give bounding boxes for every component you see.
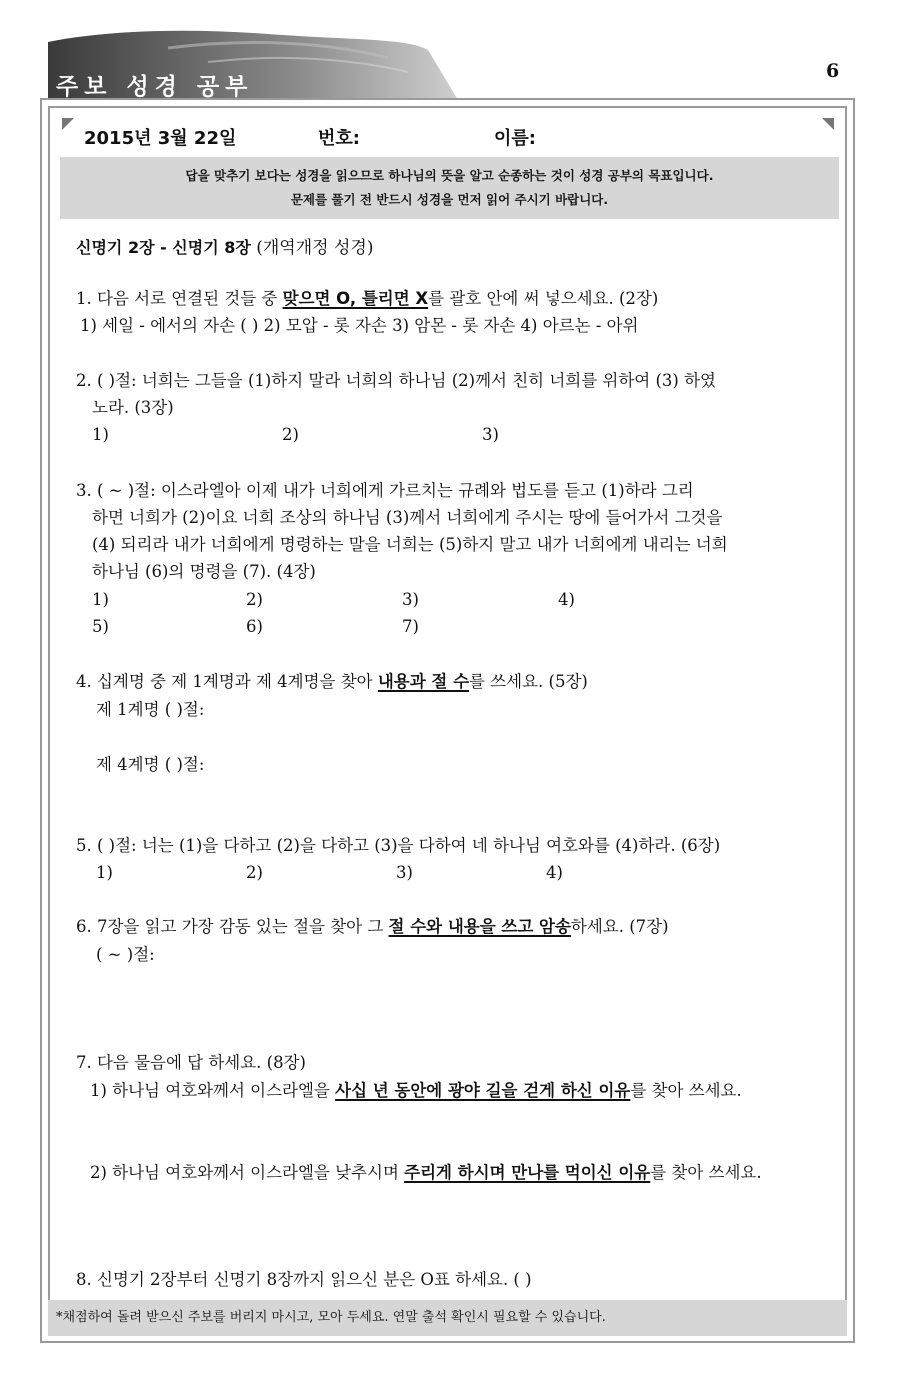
question-4-text-end: 를 쓰세요. (5장)	[469, 672, 588, 691]
question-7-sub-2-text: 2) 하나님 여호와께서 이스라엘을 낮추시며	[90, 1163, 405, 1182]
number-label: 번호:	[318, 128, 360, 149]
page-number: 6	[826, 60, 840, 82]
corner-ornament-left	[62, 118, 74, 130]
answer-blank: 6)	[246, 617, 263, 636]
answer-blank: 1)	[92, 590, 109, 609]
corner-ornament-right	[822, 118, 834, 130]
question-2-line-1: 2. ( )절: 너희는 그들을 (1)하지 말라 너희의 하나님 (2)께서 친히 너희를 위하여 (3) 하였	[76, 371, 716, 390]
question-6-emphasis: 절 수와 내용을 쓰고 암송	[388, 917, 571, 936]
question-5-line-1: 5. ( )절: 너는 (1)을 다하고 (2)을 다하고 (3)을 다하여 네 하나님 여호와를 (4)하라. (6장)	[76, 836, 721, 855]
question-2-line-2: 노라. (3장)	[92, 398, 174, 417]
question-7-sub-1-text: 1) 하나님 여호와께서 이스라엘을	[90, 1081, 336, 1100]
question-1-items: 1) 세일 - 에서의 자손 ( ) 2) 모압 - 롯 자손 3) 암몬 - 롯 자손 4) 아르논 - 아위	[80, 316, 639, 335]
answer-blank: 7)	[402, 617, 419, 636]
date-line	[84, 124, 236, 150]
question-1-emphasis: 맞으면 O, 틀리면 X	[282, 289, 429, 308]
question-4-emphasis: 내용과 절 수	[377, 672, 470, 691]
question-4-text: 4. 십계명 중 제 1계명과 제 4계명을 찾아	[76, 672, 378, 691]
question-7-sub-1-text-end: 를 찾아 쓰세요.	[630, 1081, 742, 1100]
question-3-line-2: 하면 너희가 (2)이요 너희 조상의 하나님 (3)께서 너희에게 주시는 땅에 들어가서 그것을	[92, 508, 723, 527]
worksheet-date: 2015년 3월 22일	[84, 128, 237, 149]
answer-blank: 3)	[482, 425, 499, 444]
question-3-line-3: (4) 되리라 내가 너희에게 명령하는 말을 너희는 (5)하지 말고 내가 너희에게 내리는 너희	[92, 535, 728, 554]
question-8: 8. 신명기 2장부터 신명기 8장까지 읽으신 분은 O표 하세요. ( )	[76, 1270, 532, 1289]
question-1-text-end: 를 괄호 안에 써 넣으세요. (2장)	[428, 289, 659, 308]
question-3-line-1: 3. ( ~ )절: 이스라엘아 이제 내가 너희에게 가르치는 규례와 법도를 듣고 (1)하라 그리	[76, 481, 694, 500]
reading-range	[76, 233, 373, 258]
question-7-sub-2	[90, 1159, 762, 1186]
question-1	[76, 285, 658, 312]
answer-blank: 2)	[246, 863, 263, 882]
answer-blank: 1)	[92, 425, 109, 444]
question-6-verse: ( ~ )절:	[96, 945, 155, 964]
question-7-sub-2-emphasis: 주리게 하시며 만나를 먹이신 이유	[404, 1163, 651, 1182]
question-7-line-1: 7. 다음 물음에 답 하세요. (8장)	[76, 1053, 306, 1072]
notice-box	[60, 157, 839, 219]
notice-line-2: 문제를 풀기 전 반드시 성경을 먼저 읽어 주시기 바랍니다.	[290, 192, 609, 207]
question-6-text: 6. 7장을 읽고 가장 감동 있는 절을 찾아 그	[76, 917, 389, 936]
question-4	[76, 668, 588, 695]
commandment-1: 제 1계명 ( )절:	[96, 700, 205, 719]
header-title: 주보 성경 공부	[56, 74, 254, 100]
answer-blank: 3)	[402, 590, 419, 609]
name-label: 이름:	[494, 128, 536, 149]
question-7-sub-2-text-end: 를 찾아 쓰세요.	[650, 1163, 762, 1182]
range-title: 신명기 2장 - 신명기 8장	[76, 238, 251, 257]
question-6	[76, 913, 669, 940]
answer-blank: 4)	[546, 863, 563, 882]
answer-blank: 2)	[282, 425, 299, 444]
question-6-text-end: 하세요. (7장)	[570, 917, 669, 936]
footer-note: *채점하여 돌려 받으신 주보를 버리지 마시고, 모아 두세요. 연말 출석 확인시 필요할 수 있습니다.	[48, 1300, 847, 1336]
answer-blank: 1)	[96, 863, 113, 882]
range-version: (개역개정 성경)	[256, 238, 374, 258]
notice-line-1: 답을 맞추기 보다는 성경을 읽으므로 하나님의 뜻을 알고 순종하는 것이 성경 공부의 목표입니다.	[185, 168, 714, 183]
answer-blank: 3)	[396, 863, 413, 882]
question-3-line-4: 하나님 (6)의 명령을 (7). (4장)	[92, 562, 316, 581]
answer-blank: 2)	[246, 590, 263, 609]
question-7-sub-1-emphasis: 사십 년 동안에 광야 길을 걷게 하신 이유	[335, 1081, 631, 1100]
question-7-sub-1	[90, 1077, 742, 1104]
commandment-4: 제 4계명 ( )절:	[96, 755, 205, 774]
answer-blank: 4)	[558, 590, 575, 609]
answer-blank: 5)	[92, 617, 109, 636]
question-1-text: 1. 다음 서로 연결된 것들 중	[76, 289, 283, 308]
